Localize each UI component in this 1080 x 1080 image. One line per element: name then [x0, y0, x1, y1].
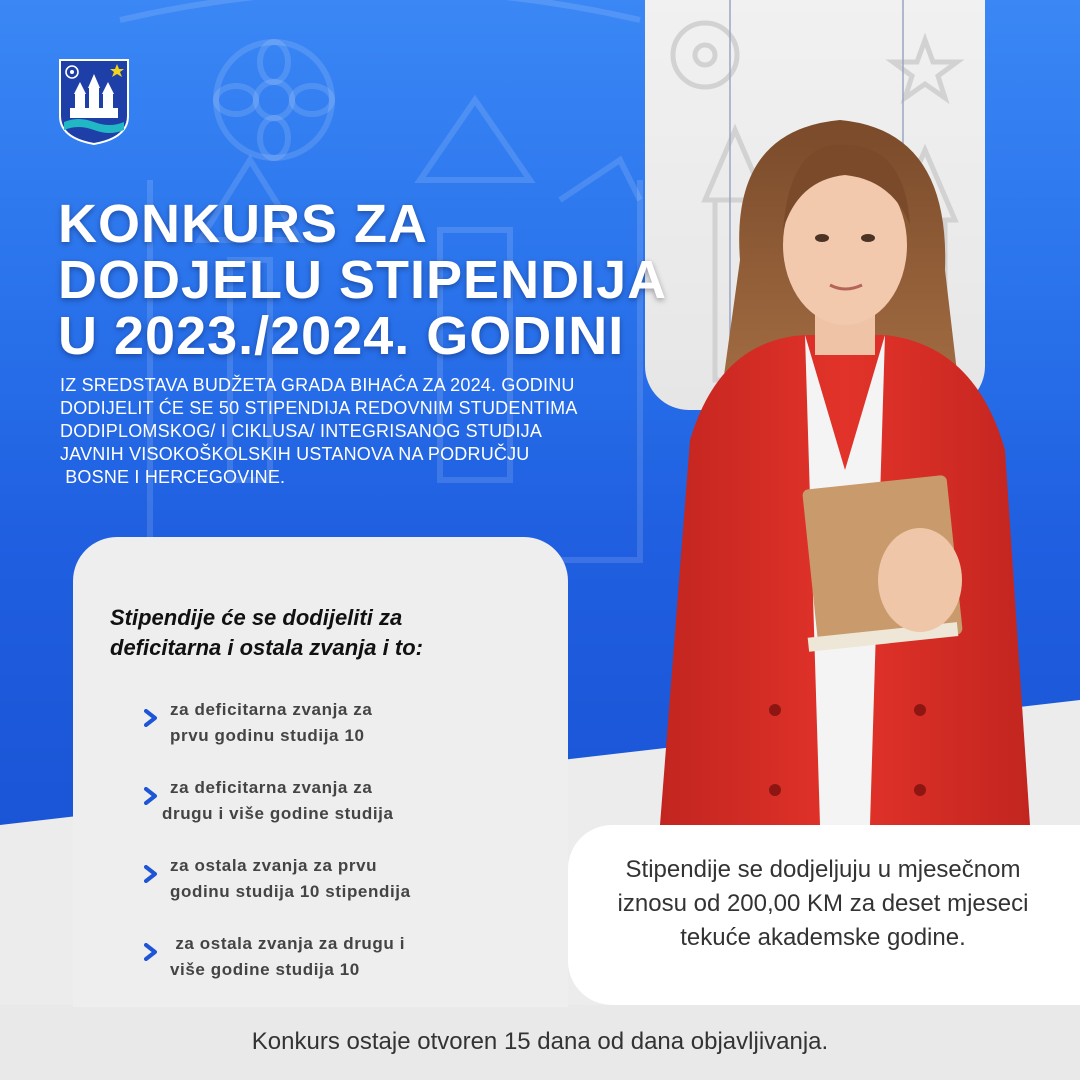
list-item — [140, 931, 560, 1009]
list-item — [140, 775, 560, 853]
list-item-line: za deficitarna zvanja za — [170, 778, 373, 797]
list-item — [140, 853, 560, 931]
list-item-line: prvu godinu studija 10 — [170, 726, 365, 745]
intro-line: DODIPLOMSKOG/ I CIKLUSA/ INTEGRISANOG STUDIJA — [60, 421, 543, 441]
chevron-right-icon — [144, 787, 158, 805]
list-item-line: za ostala zvanja za prvu — [170, 856, 378, 875]
card-heading-line: deficitarna i ostala zvanja i to: — [110, 635, 423, 660]
city-coat-of-arms-icon — [58, 58, 130, 146]
title-line: U 2023./2024. GODINI — [58, 306, 625, 366]
intro-line: BOSNE I HERCEGOVINE. — [60, 467, 286, 487]
intro-line: IZ SREDSTAVA BUDŽETA GRADA BIHAĆA ZA 2024. GODINU — [60, 375, 575, 395]
amount-line: Stipendije se dodjeljuju u mjesečnom — [625, 856, 1021, 883]
list-item-line: za deficitarna zvanja za — [170, 700, 373, 719]
intro-line: JAVNIH VISOKOŠKOLSKIH USTANOVA NA PODRUČJU — [60, 444, 530, 464]
intro-line: DODIJELIT ĆE SE 50 STIPENDIJA REDOVNIM STUDENTIMA — [60, 398, 578, 418]
list-item-line: više godine studija 10 — [170, 960, 360, 979]
card-heading — [110, 603, 550, 663]
scholarship-categories-list — [140, 697, 560, 1009]
list-item-line: za ostala zvanja za drugu i — [170, 934, 406, 953]
page-title — [58, 196, 718, 364]
list-item-line: godinu studija 10 stipendija — [170, 882, 411, 901]
list-item — [140, 697, 560, 775]
title-line: KONKURS ZA — [58, 194, 428, 254]
deadline-footer: Konkurs ostaje otvoren 15 dana od dana objavljivanja. — [251, 1028, 829, 1055]
chevron-right-icon — [144, 865, 158, 883]
chevron-right-icon — [144, 943, 158, 961]
chevron-right-icon — [144, 709, 158, 727]
intro-paragraph — [60, 374, 720, 489]
amount-line: iznosu od 200,00 KM za deset mjeseci — [617, 890, 1029, 917]
amount-line: tekuće akademske godine. — [680, 924, 966, 951]
card-heading-line: Stipendije će se dodijeliti za — [110, 605, 403, 630]
student-with-books-photo — [630, 110, 1060, 825]
list-item-line: drugu i više godine studija — [162, 804, 394, 823]
title-line: DODJELU STIPENDIJA — [58, 250, 668, 310]
monthly-amount-text — [578, 853, 1068, 955]
